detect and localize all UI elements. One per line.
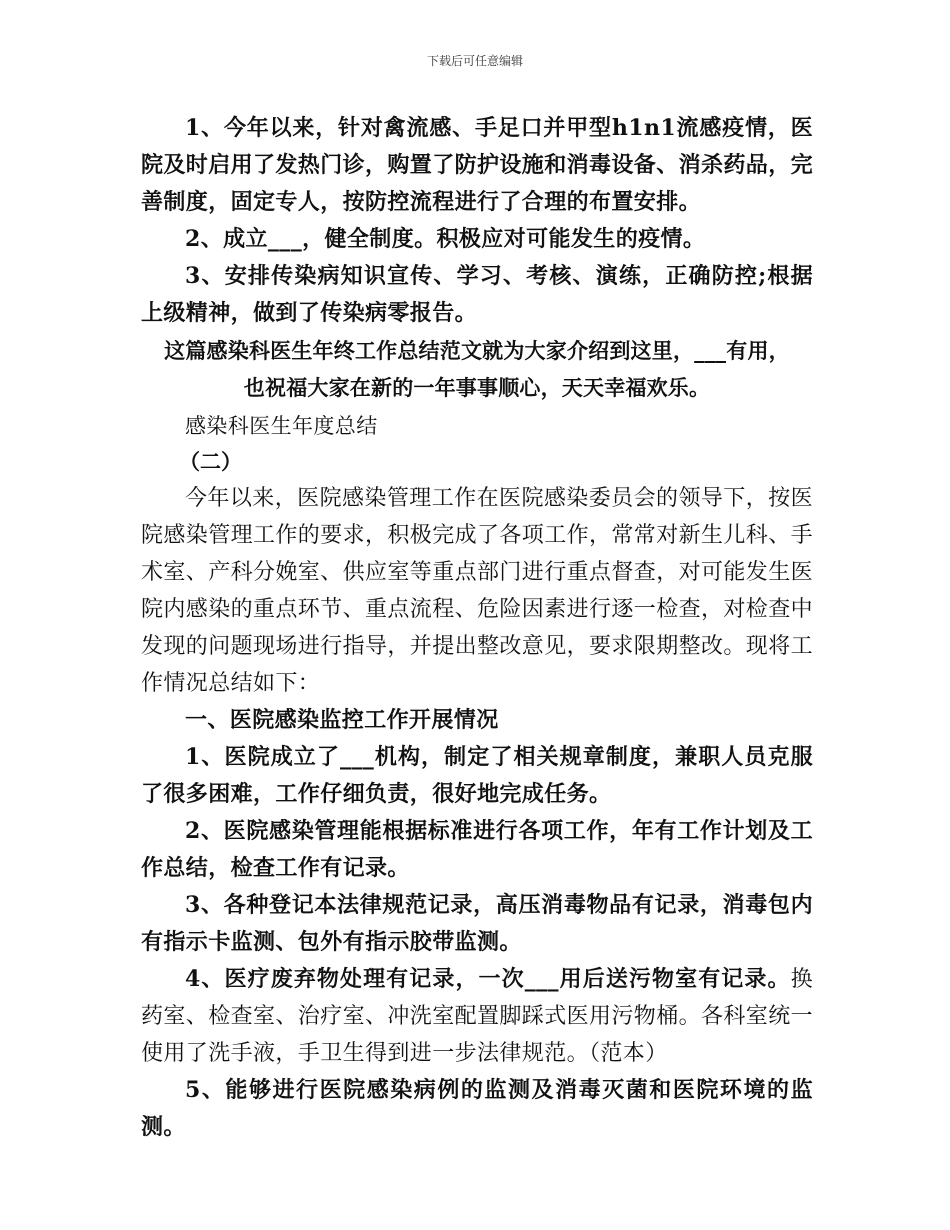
item-5: 5、能够进行医院感染病例的监测及消毒灭菌和医院环境的监测。 bbox=[141, 1077, 813, 1140]
closing-line-2: 也祝福大家在新的一年事事顺心，天天幸福欢乐。 bbox=[243, 375, 711, 400]
document-body bbox=[141, 110, 813, 1146]
heading-1: 一、医院感染监控工作开展情况 bbox=[185, 707, 499, 733]
intro-paragraph: 今年以来，医院感染管理工作在医院感染委员会的领导下，按医院感染管理工作的要求，积极完成了各项工作，常常对新生儿科、手术室、产科分娩室、供应室等重点部门进行重点督查，对可能发生医院内感染的重点环节、重点流程、危险因素进行逐一检查，对检查中发现的问题现场进行指导，并提出整改意见，要求限期整改。现将工作情况总结如下： bbox=[141, 486, 814, 696]
paragraph-2: 2、成立___，健全制度。积极应对可能发生的疫情。 bbox=[185, 226, 706, 252]
paragraph-1: 1、今年以来，针对禽流感、手足口并甲型h1n1流感疫情，医院及时启用了发热门诊，购置了防护设施和消毒设备、消杀药品，完善制度，固定专人，按防控流程进行了合理的布置安排。 bbox=[141, 115, 814, 215]
item-4 bbox=[141, 961, 813, 1072]
closing-line-1: 这篇感染科医生年终工作总结范文就为大家介绍到这里，___有用， bbox=[164, 338, 790, 363]
item-1: 1、医院成立了___机构，制定了相关规章制度，兼职人员克服了很多困难，工作仔细负责，很好地完成任务。 bbox=[141, 744, 813, 807]
item-3: 3、各种登记本法律规范记录，高压消毒物品有记录，消毒包内有指示卡监测、包外有指示胶带监测。 bbox=[141, 892, 813, 955]
item-4-bold: 4、医疗废弃物处理有记录，一次___用后送污物室有记录。 bbox=[185, 966, 791, 992]
paragraph-3: 3、安排传染病知识宣传、学习、考核、演练，正确防控;根据上级精神，做到了传染病零报告。 bbox=[141, 263, 813, 326]
section-title: 感染科医生年度总结 bbox=[185, 414, 378, 438]
item-4-normal: 换药室、检查室、治疗室、冲洗室配置脚踩式医用污物桶。各科室统一使用了洗手液，手卫生得到进一步法律规范。（范本） bbox=[141, 967, 814, 1066]
section-number: （二） bbox=[179, 449, 242, 474]
item-2: 2、医院感染管理能根据标准进行各项工作，年有工作计划及工作总结，检查工作有记录。 bbox=[141, 818, 813, 881]
page-header: 下载后可任意编辑 bbox=[426, 54, 523, 68]
